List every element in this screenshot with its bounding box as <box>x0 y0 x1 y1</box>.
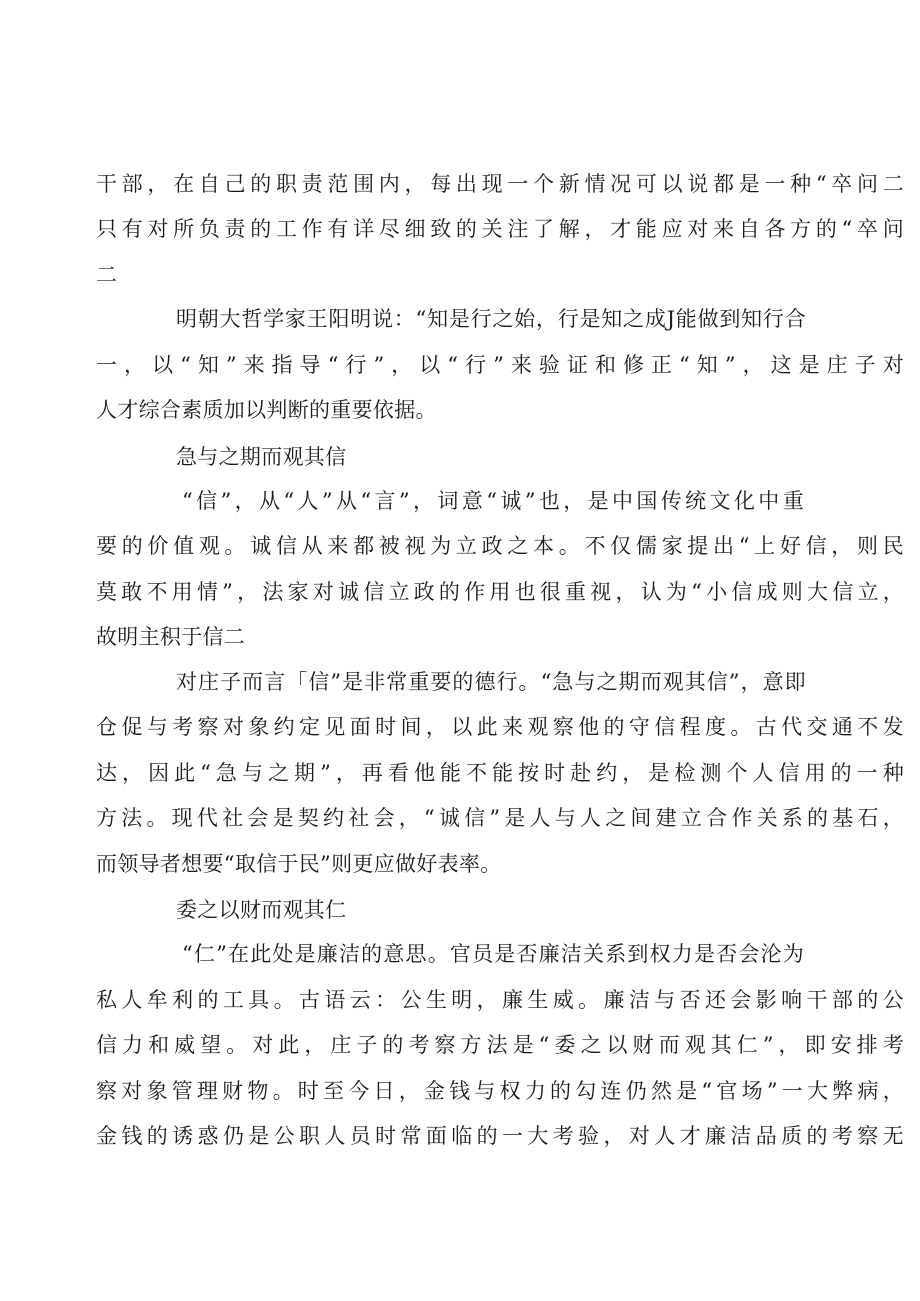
text-line: 察对象管理财物。时至今日，金钱与权力的勾连仍然是“官场”一大弊病， <box>96 1079 904 1103</box>
text-line: 只有对所负责的工作有详尽细致的关注了解，才能应对来自各方的“卒问 <box>96 217 904 241</box>
text-line: 方法。现代社会是契约社会，“诚信”是人与人之间建立合作关系的基石， <box>96 806 904 830</box>
text-line: 信力和威望。对此，庄子的考察方法是“委之以财而观其仁”，即安排考 <box>96 1033 904 1057</box>
text-line: 仓促与考察对象约定见面时间，以此来观察他的守信程度。古代交通不发 <box>96 715 904 739</box>
section-heading: 急与之期而观其信 <box>176 445 347 469</box>
text-line: 干部，在自己的职责范围内，每出现一个新情况可以说都是一种“卒问二 <box>96 172 904 196</box>
text-line: 明朝大哲学家王阳明说：“知是行之始，行是知之成J能做到知行合 <box>176 307 806 331</box>
text-line: 要的价值观。诚信从来都被视为立政之本。不仅儒家提出“上好信，则民 <box>96 534 904 558</box>
text-line: 对庄子而言「信”是非常重要的德行。“急与之期而观其信”，意即 <box>176 670 806 694</box>
text-line: 而领导者想要“取信于民”则更应做好表率。 <box>96 852 502 876</box>
text-line: 故明主积于信二 <box>96 625 246 649</box>
text-line: 莫敢不用情”，法家对诚信立政的作用也很重视，认为“小信成则大信立， <box>96 580 904 604</box>
text-line: 金钱的诱惑仍是公职人员时常面临的一大考验，对人才廉洁品质的考察无 <box>96 1124 904 1148</box>
text-line: 私人牟利的工具。古语云：公生明，廉生威。廉洁与否还会影响干部的公 <box>96 988 904 1012</box>
text-line: “信”，从“人”从“言”，词意“诚”也，是中国传统文化中重 <box>182 489 804 513</box>
text-line: 人才综合素质加以判断的重要依据。 <box>96 398 437 422</box>
text-line: 二 <box>96 263 118 287</box>
text-line: 一，以“知”来指导“行”，以“行”来验证和修正“知”，这是庄子对 <box>96 353 904 377</box>
text-line: 达，因此“急与之期”，再看他能不能按时赴约，是检测个人信用的一种 <box>96 761 904 785</box>
section-heading: 委之以财而观其仁 <box>176 898 347 922</box>
text-line: “仁”在此处是廉洁的意思。官员是否廉洁关系到权力是否会沦为 <box>182 942 804 966</box>
